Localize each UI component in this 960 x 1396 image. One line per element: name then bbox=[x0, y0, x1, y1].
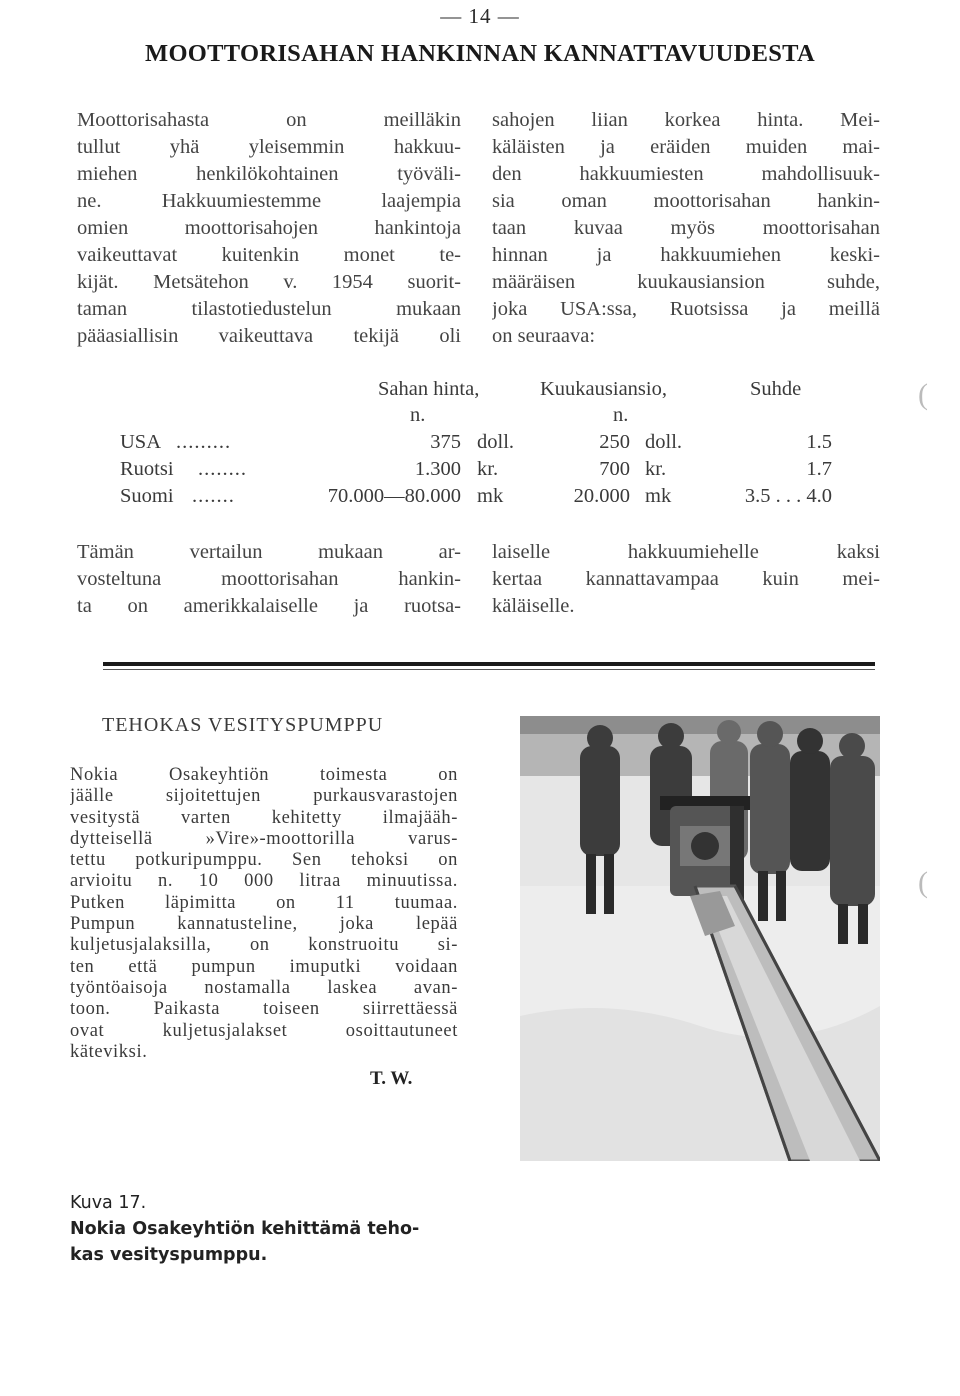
row-income-unit: kr. bbox=[645, 458, 667, 480]
text-line: määräisen kuukausiansion suhde, bbox=[492, 271, 880, 293]
text-line: joka USA:ssa, Ruotsissa ja meillä bbox=[492, 298, 880, 320]
caption-line: Nokia Osakeyhtiön kehittämä teho- bbox=[70, 1219, 420, 1239]
text-line: kuljetusjalaksilla, on konstruoitu si- bbox=[70, 935, 458, 956]
header-price-sub: n. bbox=[410, 404, 426, 426]
text-line: tullut yhä yleisemmin hakkuu- bbox=[77, 136, 461, 158]
text-line: käläiselle. bbox=[492, 595, 575, 617]
comparison-table bbox=[0, 0, 960, 540]
margin-mark: ( bbox=[918, 866, 928, 899]
text-line: sia oman moottorisahan hankin- bbox=[492, 190, 880, 212]
header-income-sub: n. bbox=[613, 404, 629, 426]
row-price: 1.300 bbox=[414, 458, 461, 480]
article2-body bbox=[70, 765, 458, 1063]
text-line: miehen henkilökohtainen työväli- bbox=[77, 163, 461, 185]
text-line: työntöaisoja nostamalla laskea avan- bbox=[70, 977, 458, 998]
article-title: MOOTTORISAHAN HANKINNAN KANNATTAVUUDESTA bbox=[145, 40, 815, 67]
text-line: omien moottorisahojen hankintoja bbox=[77, 217, 461, 239]
header-ratio: Suhde bbox=[750, 378, 802, 400]
row-dots: ....... bbox=[192, 485, 235, 507]
row-country: Suomi bbox=[120, 485, 174, 507]
row-price: 375 bbox=[430, 431, 461, 453]
author-signature: T. W. bbox=[370, 1068, 413, 1089]
text-line: Pumpun kannatusteline, joka lepää bbox=[70, 914, 458, 935]
conclusion-left-column bbox=[77, 539, 461, 620]
row-ratio: 1.7 bbox=[806, 458, 832, 480]
conclusion-right-column bbox=[492, 539, 880, 620]
text-line: taman tilastotiedustelun mukaan bbox=[77, 298, 461, 320]
text-line: laiselle hakkuumiehelle kaksi bbox=[492, 541, 880, 563]
text-line: den hakkuumiesten mahdollisuuk- bbox=[492, 163, 880, 185]
row-price-unit: kr. bbox=[477, 458, 499, 480]
text-line: jäälle sijoitettujen purkausvarastojen bbox=[70, 786, 458, 807]
pump-photo bbox=[520, 716, 880, 1161]
row-dots: ......... bbox=[176, 431, 232, 453]
text-line: ne. Hakkuumiestemme laajempia bbox=[77, 190, 461, 212]
header-income: Kuukausiansio, bbox=[540, 378, 667, 400]
figure-caption bbox=[70, 1190, 419, 1268]
caption-line: kas vesityspumppu. bbox=[70, 1245, 268, 1265]
row-income-unit: mk bbox=[645, 485, 672, 507]
text-line: dytteisellä »Vire»-moottorilla varus- bbox=[70, 828, 458, 849]
row-ratio: 1.5 bbox=[806, 431, 832, 453]
text-line: on seuraava: bbox=[492, 325, 596, 347]
row-income-unit: doll. bbox=[645, 431, 683, 453]
text-line: hinnan ja hakkuumiehen keski- bbox=[492, 244, 880, 266]
text-line: käteviksi. bbox=[70, 1041, 148, 1062]
text-line: kertaa kannattavampaa kuin mei- bbox=[492, 568, 880, 590]
row-country: USA bbox=[120, 431, 162, 453]
caption-line: Kuva 17. bbox=[70, 1193, 147, 1213]
text-line: Tämän vertailun mukaan ar- bbox=[77, 541, 461, 563]
row-price-unit: mk bbox=[477, 485, 504, 507]
text-line: Nokia Osakeyhtiön toimesta on bbox=[70, 765, 458, 785]
section-divider-thin bbox=[103, 669, 875, 670]
text-line: vosteltuna moottorisahan hankin- bbox=[77, 568, 461, 590]
row-ratio: 3.5 . . . 4.0 bbox=[744, 485, 832, 507]
text-line: tettu potkuripumppu. Sen tehoksi on bbox=[70, 850, 458, 871]
text-line: kijät. Metsätehon v. 1954 suorit- bbox=[77, 271, 461, 293]
text-line: arvioitu n. 10 000 litraa minuutissa. bbox=[70, 871, 458, 892]
row-price: 70.000—80.000 bbox=[327, 485, 461, 507]
text-line: Putken läpimitta on 11 tuumaa. bbox=[70, 892, 458, 913]
text-line: vesitystä varten kehitetty ilmajääh- bbox=[70, 807, 458, 828]
row-country: Ruotsi bbox=[120, 458, 174, 480]
text-line: ovat kuljetusjalakset osoittautuneet bbox=[70, 1020, 458, 1041]
row-income: 20.000 bbox=[573, 485, 630, 507]
row-dots: ........ bbox=[198, 458, 247, 480]
margin-mark: ( bbox=[918, 378, 928, 411]
page-number: — 14 — bbox=[440, 4, 520, 28]
text-line: vaikeuttavat kuitenkin monet te- bbox=[77, 244, 461, 266]
text-line: toon. Paikasta toiseen siirrettäessä bbox=[70, 999, 458, 1020]
text-line: ta on amerikkalaiselle ja ruotsa- bbox=[77, 595, 461, 617]
text-line: Moottorisahasta on meilläkin bbox=[77, 109, 461, 131]
text-line: pääasiallisin vaikeuttava tekijä oli bbox=[77, 325, 461, 347]
text-line: käläisten ja eräiden muiden mai- bbox=[492, 136, 880, 158]
text-line: ten että pumpun imuputki voidaan bbox=[70, 956, 458, 977]
row-income: 250 bbox=[599, 431, 630, 453]
header-price: Sahan hinta, bbox=[378, 378, 480, 400]
text-line: taan kuvaa myös moottorisahan bbox=[492, 217, 880, 239]
text-line: sahojen liian korkea hinta. Mei- bbox=[492, 109, 880, 131]
section-divider bbox=[103, 662, 875, 666]
row-price-unit: doll. bbox=[477, 431, 515, 453]
row-income: 700 bbox=[599, 458, 630, 480]
article2-title: TEHOKAS VESITYSPUMPPU bbox=[102, 714, 384, 736]
